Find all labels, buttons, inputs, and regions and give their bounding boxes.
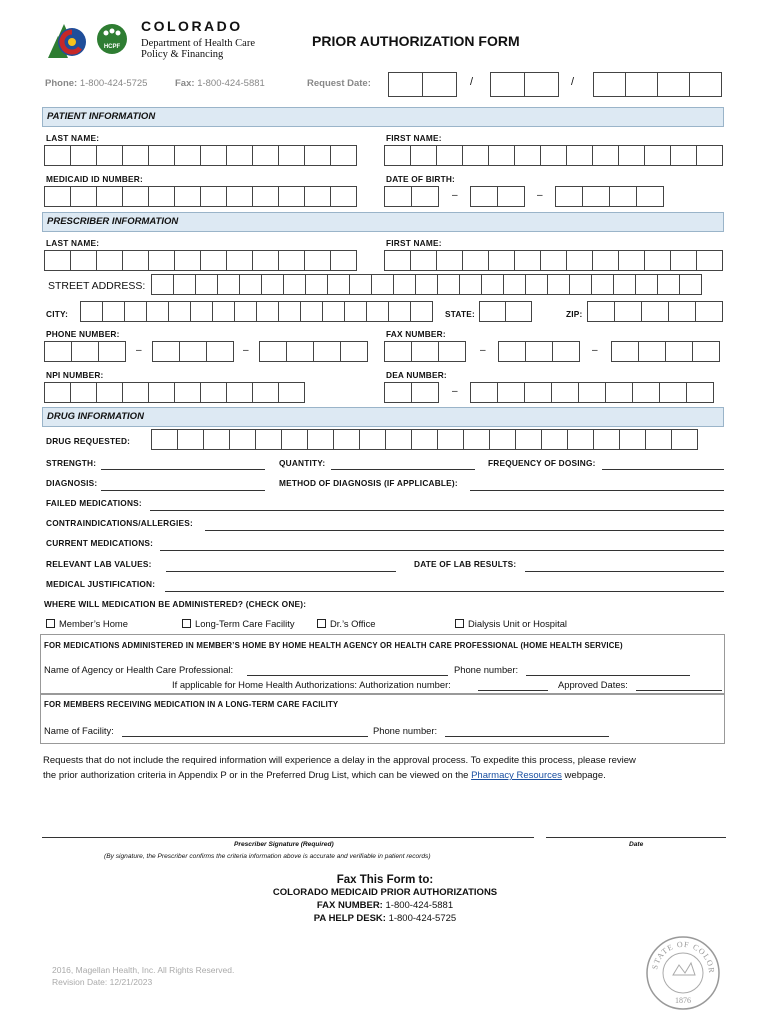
org-dept2: Policy & Financing (141, 49, 224, 60)
dea-dash: – (452, 386, 458, 397)
justification-field[interactable] (165, 591, 724, 592)
request-date-label: Request Date: (307, 78, 371, 89)
patient-first-name-label: FIRST NAME: (386, 133, 442, 143)
lab-values-label: RELEVANT LAB VALUES: (46, 559, 152, 569)
facility-field[interactable] (122, 736, 368, 737)
phone-dash-1: – (136, 345, 142, 356)
phone-dash-2: – (243, 345, 249, 356)
option-dialysis-label: Dialysis Unit or Hospital (468, 618, 567, 629)
lab-date-label: DATE OF LAB RESULTS: (414, 559, 517, 569)
drug-section-header (42, 407, 724, 427)
strength-field[interactable] (101, 469, 265, 470)
seal-year: 1876 (675, 996, 691, 1005)
option-members-home-label: Member’s Home (59, 618, 128, 629)
drug-requested-boxes[interactable] (151, 429, 697, 450)
hcpf-badge-text: HCPF (103, 44, 121, 50)
dea-label: DEA NUMBER: (386, 370, 447, 380)
fax-dash-1: – (480, 345, 486, 356)
option-ltc-facility-label: Long-Term Care Facility (195, 618, 295, 629)
patient-section-header (42, 107, 724, 127)
prescriber-fax-area[interactable] (384, 341, 465, 362)
npi-boxes[interactable] (44, 382, 304, 403)
quantity-label: QUANTITY: (279, 458, 326, 468)
phone-value: 1-800-424-5725 (79, 78, 148, 89)
dob-dash-2: – (537, 190, 543, 201)
quantity-field[interactable] (331, 469, 475, 470)
revision-date: Revision Date: 12/21/2023 (52, 977, 153, 987)
zip-boxes[interactable] (587, 301, 722, 322)
request-date-month[interactable] (388, 72, 456, 97)
street-address-boxes[interactable] (151, 274, 701, 295)
signature-line[interactable] (42, 837, 534, 838)
seal-text: STATE OF COLOR (650, 939, 717, 975)
authorization-label: If applicable for Home Health Authorizations: Authorization number: (172, 679, 451, 690)
street-address-label: STREET ADDRESS: (48, 280, 146, 292)
fax-number-label: FAX NUMBER: (386, 329, 446, 339)
fax-block-heading: Fax This Form to: (336, 874, 434, 886)
date-line[interactable] (546, 837, 726, 838)
prescriber-first-name-boxes[interactable] (384, 250, 722, 271)
patient-last-name-boxes[interactable] (44, 145, 356, 166)
prescriber-section-header (42, 212, 724, 232)
dob-day-boxes[interactable] (470, 186, 524, 207)
notice-line-2 (43, 770, 606, 781)
failed-medications-field[interactable] (150, 510, 724, 511)
fax-block-fax-value: 1-800-424-5881 (385, 900, 454, 911)
colorado-logo (46, 18, 136, 60)
diagnosis-field[interactable] (101, 490, 265, 491)
home-health-phone-field[interactable] (526, 675, 690, 676)
notice-line-2-text: the prior authorization criteria in Appendix P or in the Preferred Drug List, which can be viewed on the (43, 770, 469, 781)
lab-values-field[interactable] (166, 571, 396, 572)
state-boxes[interactable] (479, 301, 531, 322)
justification-label: MEDICAL JUSTIFICATION: (46, 579, 156, 589)
option-drs-office-checkbox[interactable] (317, 619, 326, 628)
method-label: METHOD OF DIAGNOSIS (IF APPLICABLE): (279, 478, 458, 488)
signature-date-label: Date (629, 841, 644, 848)
dea-boxes-2[interactable] (470, 382, 713, 403)
prescriber-phone-line[interactable] (259, 341, 367, 362)
signature-label: Prescriber Signature (Required) (234, 841, 334, 848)
dea-boxes-1[interactable] (384, 382, 438, 403)
notice-line-1: Requests that do not include the required information will experience a delay in the approval process. To expedite this process, please review (43, 755, 636, 766)
org-dept: Department of Health Care (141, 38, 255, 49)
drug-requested-label: DRUG REQUESTED: (46, 436, 131, 446)
patient-section-title: PATIENT INFORMATION (47, 111, 156, 122)
prescriber-first-name-label: FIRST NAME: (386, 238, 442, 248)
drug-section-title: DRUG INFORMATION (47, 411, 144, 422)
fax-block-help (0, 913, 770, 924)
current-medications-label: CURRENT MEDICATIONS: (46, 538, 154, 548)
fax-dash-2: – (592, 345, 598, 356)
date-sep-1: / (470, 76, 474, 88)
medicaid-id-boxes[interactable] (44, 186, 356, 207)
approved-dates-label: Approved Dates: (558, 679, 628, 690)
prescriber-last-name-boxes[interactable] (44, 250, 356, 271)
org-name: COLORADO (141, 18, 243, 34)
prescriber-section-title: PRESCRIBER INFORMATION (47, 216, 179, 227)
option-ltc-facility-checkbox[interactable] (182, 619, 191, 628)
method-field[interactable] (470, 490, 724, 491)
option-drs-office-label: Dr.’s Office (330, 618, 376, 629)
request-date-year[interactable] (593, 72, 721, 97)
city-label: CITY: (46, 309, 69, 319)
svg-text:STATE OF COLORADO (645, 935, 716, 974)
current-medications-field[interactable] (160, 550, 724, 551)
zip-label: ZIP: (566, 309, 583, 319)
prescriber-phone-prefix[interactable] (152, 341, 233, 362)
dob-year-boxes[interactable] (555, 186, 663, 207)
contraindications-field[interactable] (205, 530, 724, 531)
ltc-heading: FOR MEMBERS RECEIVING MEDICATION IN A LONG-TERM CARE FACILITY (44, 700, 339, 709)
fax-label: Fax: (175, 78, 195, 89)
fax-block-fax (0, 900, 770, 911)
notice-line-2-end: webpage. (564, 770, 606, 781)
fax-block-help-label: PA HELP DESK: (313, 913, 386, 924)
frequency-field[interactable] (602, 469, 724, 470)
patient-first-name-boxes[interactable] (384, 145, 722, 166)
lab-date-field[interactable] (525, 571, 724, 572)
ltc-phone-field[interactable] (445, 736, 609, 737)
option-dialysis-checkbox[interactable] (455, 619, 464, 628)
npi-label: NPI NUMBER: (46, 370, 104, 380)
facility-label: Name of Facility: (44, 725, 114, 736)
dob-dash-1: – (452, 190, 458, 201)
prescriber-fax-prefix[interactable] (498, 341, 579, 362)
diagnosis-label: DIAGNOSIS: (46, 478, 98, 488)
request-date-day[interactable] (490, 72, 558, 97)
fax-block-org: COLORADO MEDICAID PRIOR AUTHORIZATIONS (272, 887, 498, 898)
date-sep-2: / (571, 76, 575, 88)
form-title: PRIOR AUTHORIZATION FORM (312, 33, 520, 49)
signature-note: (By signature, the Prescriber confirms the criteria information above is accurate and verifiable in patient records) (104, 853, 431, 860)
administered-question: WHERE WILL MEDICATION BE ADMINISTERED? (CHECK ONE): (44, 599, 307, 609)
contraindications-label: CONTRAINDICATIONS/ALLERGIES: (46, 518, 193, 528)
city-boxes[interactable] (80, 301, 432, 322)
fax-block-help-value: 1-800-424-5725 (388, 913, 457, 924)
prescriber-last-name-label: LAST NAME: (46, 238, 100, 248)
strength-label: STRENGTH: (46, 458, 97, 468)
dob-label: DATE OF BIRTH: (386, 174, 456, 184)
agency-label: Name of Agency or Health Care Professional: (44, 664, 234, 675)
pharmacy-resources-link[interactable]: Pharmacy Resources (471, 770, 562, 781)
failed-medications-label: FAILED MEDICATIONS: (46, 498, 142, 508)
colorado-state-seal (645, 935, 721, 1011)
phone-number-label: PHONE NUMBER: (46, 329, 120, 339)
state-label: STATE: (445, 309, 475, 319)
option-members-home-checkbox[interactable] (46, 619, 55, 628)
medicaid-id-label: MEDICAID ID NUMBER: (46, 174, 143, 184)
home-health-heading: FOR MEDICATIONS ADMINISTERED IN MEMBER’S HOME BY HOME HEALTH AGENCY OR HEALTH CARE PROFESSIONAL (HOME HEALTH SERVICE) (44, 641, 623, 650)
fax-value: 1-800-424-5881 (197, 78, 265, 89)
prescriber-phone-area[interactable] (44, 341, 125, 362)
approved-dates-field[interactable] (636, 690, 722, 691)
home-health-phone-label: Phone number: (454, 664, 519, 675)
fax-block-fax-label: FAX NUMBER: (316, 900, 383, 911)
phone-label: Phone: (45, 78, 78, 89)
dob-month-boxes[interactable] (384, 186, 438, 207)
fax-line (175, 78, 265, 89)
copyright: 2016, Magellan Health, Inc. All Rights Reserved. (52, 965, 235, 975)
frequency-label: FREQUENCY OF DOSING: (488, 458, 596, 468)
agency-field[interactable] (247, 675, 448, 676)
prescriber-fax-line[interactable] (611, 341, 719, 362)
authorization-field[interactable] (478, 690, 548, 691)
patient-last-name-label: LAST NAME: (46, 133, 100, 143)
phone-line (45, 78, 147, 89)
ltc-phone-label: Phone number: (373, 725, 438, 736)
